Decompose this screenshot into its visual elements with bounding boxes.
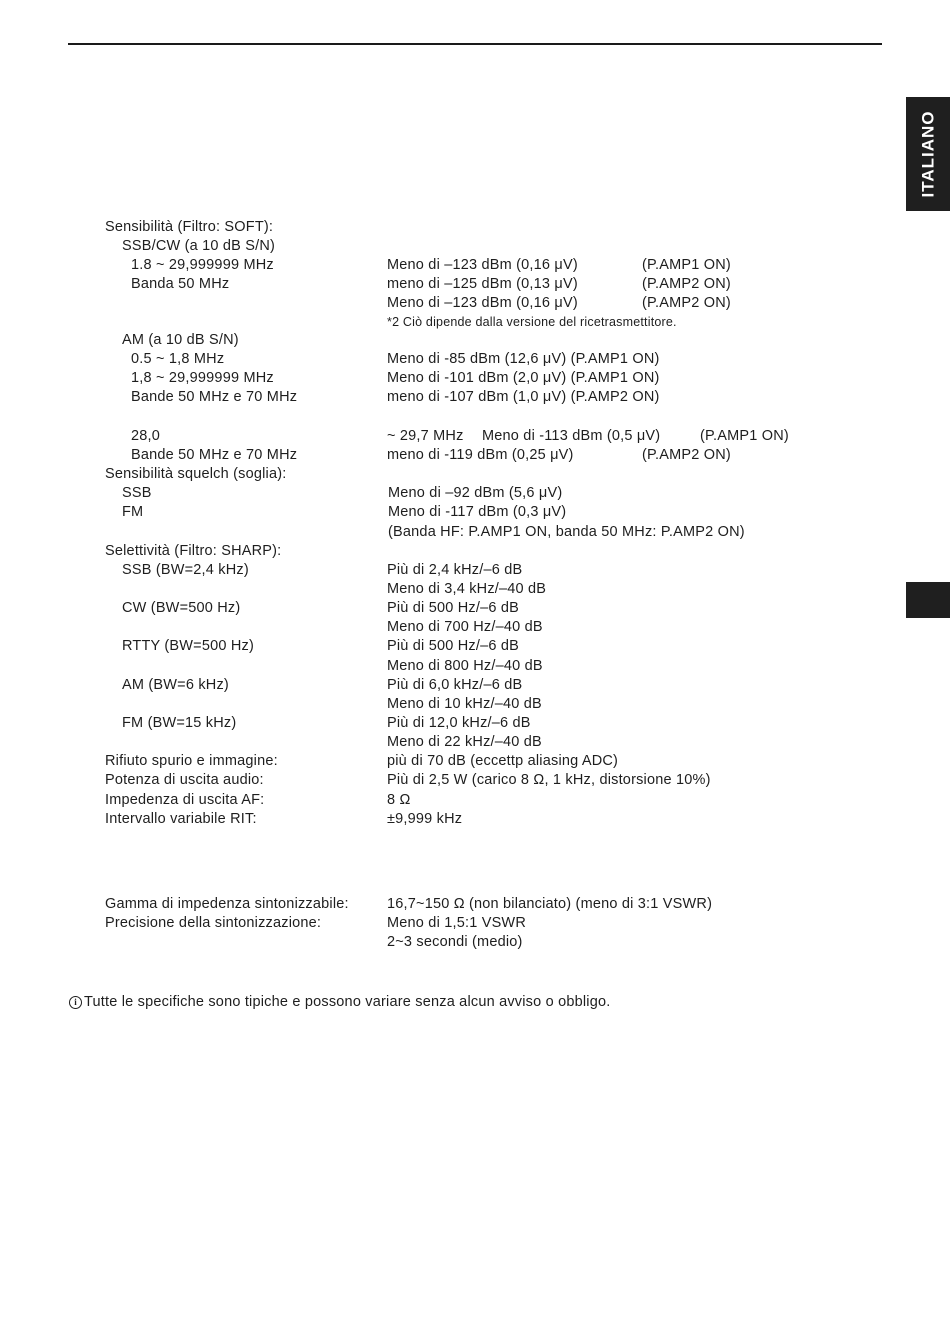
- squelch-title: Sensibilità squelch (soglia):: [105, 466, 287, 482]
- spec-range: ~ 29,7 MHz: [387, 428, 464, 444]
- selectivity-title: Selettività (Filtro: SHARP):: [105, 543, 282, 559]
- spec-value: Meno di 22 kHz/–40 dB: [387, 734, 542, 750]
- spec-note: (Banda HF: P.AMP1 ON, banda 50 MHz: P.AMP2 ON): [388, 524, 745, 540]
- spec-mode: (P.AMP1 ON): [642, 257, 731, 273]
- spec-value: meno di –125 dBm (0,13 μV): [387, 276, 578, 292]
- spec-value: Più di 12,0 kHz/–6 dB: [387, 715, 531, 731]
- spec-label: Precisione della sintonizzazione:: [105, 915, 322, 931]
- spec-label: RTTY (BW=500 Hz): [122, 638, 254, 654]
- language-tab: [906, 97, 950, 211]
- spec-label: CW (BW=500 Hz): [122, 600, 241, 616]
- spec-value: meno di -107 dBm (1,0 μV) (P.AMP2 ON): [387, 389, 660, 405]
- spec-value: Meno di 1,5:1 VSWR: [387, 915, 526, 931]
- spec-value: Più di 500 Hz/–6 dB: [387, 638, 519, 654]
- spec-value: ±9,999 kHz: [387, 811, 463, 827]
- spec-label: Bande 50 MHz e 70 MHz: [131, 447, 298, 463]
- spec-value: Meno di –92 dBm (5,6 μV): [388, 485, 563, 501]
- spec-label: FM: [122, 504, 144, 520]
- spec-value: Meno di -113 dBm (0,5 μV): [482, 428, 661, 444]
- spec-label: Bande 50 MHz e 70 MHz: [131, 389, 298, 405]
- sensitivity-title: Sensibilità (Filtro: SOFT):: [105, 219, 274, 235]
- spec-label: Intervallo variabile RIT:: [105, 811, 257, 827]
- spec-value: Più di 2,4 kHz/–6 dB: [387, 562, 523, 578]
- header-rule: [68, 43, 882, 45]
- spec-label: Impedenza di uscita AF:: [105, 792, 265, 808]
- footnote: *2 Ciò dipende dalla versione del ricetrasmettitore.: [387, 315, 677, 329]
- ssb-cw-heading: SSB/CW (a 10 dB S/N): [122, 238, 276, 254]
- disclaimer-note: Tutte le specifiche sono tipiche e possono variare senza alcun avviso o obbligo.: [84, 994, 611, 1010]
- spec-value: Meno di -85 dBm (12,6 μV) (P.AMP1 ON): [387, 351, 660, 367]
- spec-value: Meno di 700 Hz/–40 dB: [387, 619, 543, 635]
- spec-label: SSB: [122, 485, 152, 501]
- spec-mode: (P.AMP2 ON): [642, 447, 731, 463]
- spec-value: Meno di -117 dBm (0,3 μV): [388, 504, 567, 520]
- spec-label: 28,0: [131, 428, 161, 444]
- spec-label: SSB (BW=2,4 kHz): [122, 562, 249, 578]
- spec-label: Potenza di uscita audio:: [105, 772, 264, 788]
- spec-value: Più di 2,5 W (carico 8 Ω, 1 kHz, distorsione 10%): [387, 772, 711, 788]
- spec-mode: (P.AMP2 ON): [642, 276, 731, 292]
- spec-label: Gamma di impedenza sintonizzabile:: [105, 896, 349, 912]
- spec-label: 1.8 ~ 29,999999 MHz: [131, 257, 274, 273]
- spec-value: più di 70 dB (eccettp aliasing ADC): [387, 753, 619, 769]
- spec-value: Più di 6,0 kHz/–6 dB: [387, 677, 523, 693]
- spec-value: Più di 500 Hz/–6 dB: [387, 600, 519, 616]
- spec-label: Rifiuto spurio e immagine:: [105, 753, 278, 769]
- info-icon: i: [69, 996, 82, 1009]
- spec-mode: (P.AMP2 ON): [642, 295, 731, 311]
- spec-value: meno di -119 dBm (0,25 μV): [387, 447, 574, 463]
- am-heading: AM (a 10 dB S/N): [122, 332, 239, 348]
- spec-label: FM (BW=15 kHz): [122, 715, 237, 731]
- spec-value: Meno di 800 Hz/–40 dB: [387, 658, 543, 674]
- spec-value: 16,7~150 Ω (non bilanciato) (meno di 3:1 VSWR): [387, 896, 713, 912]
- spec-label: 0.5 ~ 1,8 MHz: [131, 351, 225, 367]
- spec-value: Meno di –123 dBm (0,16 μV): [387, 295, 578, 311]
- spec-value: Meno di 10 kHz/–40 dB: [387, 696, 542, 712]
- spec-value: Meno di -101 dBm (2,0 μV) (P.AMP1 ON): [387, 370, 660, 386]
- section-tab-marker: [906, 582, 950, 618]
- spec-value: Meno di –123 dBm (0,16 μV): [387, 257, 578, 273]
- spec-label: 1,8 ~ 29,999999 MHz: [131, 370, 274, 386]
- spec-value: Meno di 3,4 kHz/–40 dB: [387, 581, 547, 597]
- spec-mode: (P.AMP1 ON): [700, 428, 789, 444]
- spec-label: AM (BW=6 kHz): [122, 677, 229, 693]
- spec-value: 2~3 secondi (medio): [387, 934, 523, 950]
- spec-value: 8 Ω: [387, 792, 411, 808]
- language-tab-label: ITALIANO: [918, 110, 938, 198]
- spec-label: Banda 50 MHz: [131, 276, 230, 292]
